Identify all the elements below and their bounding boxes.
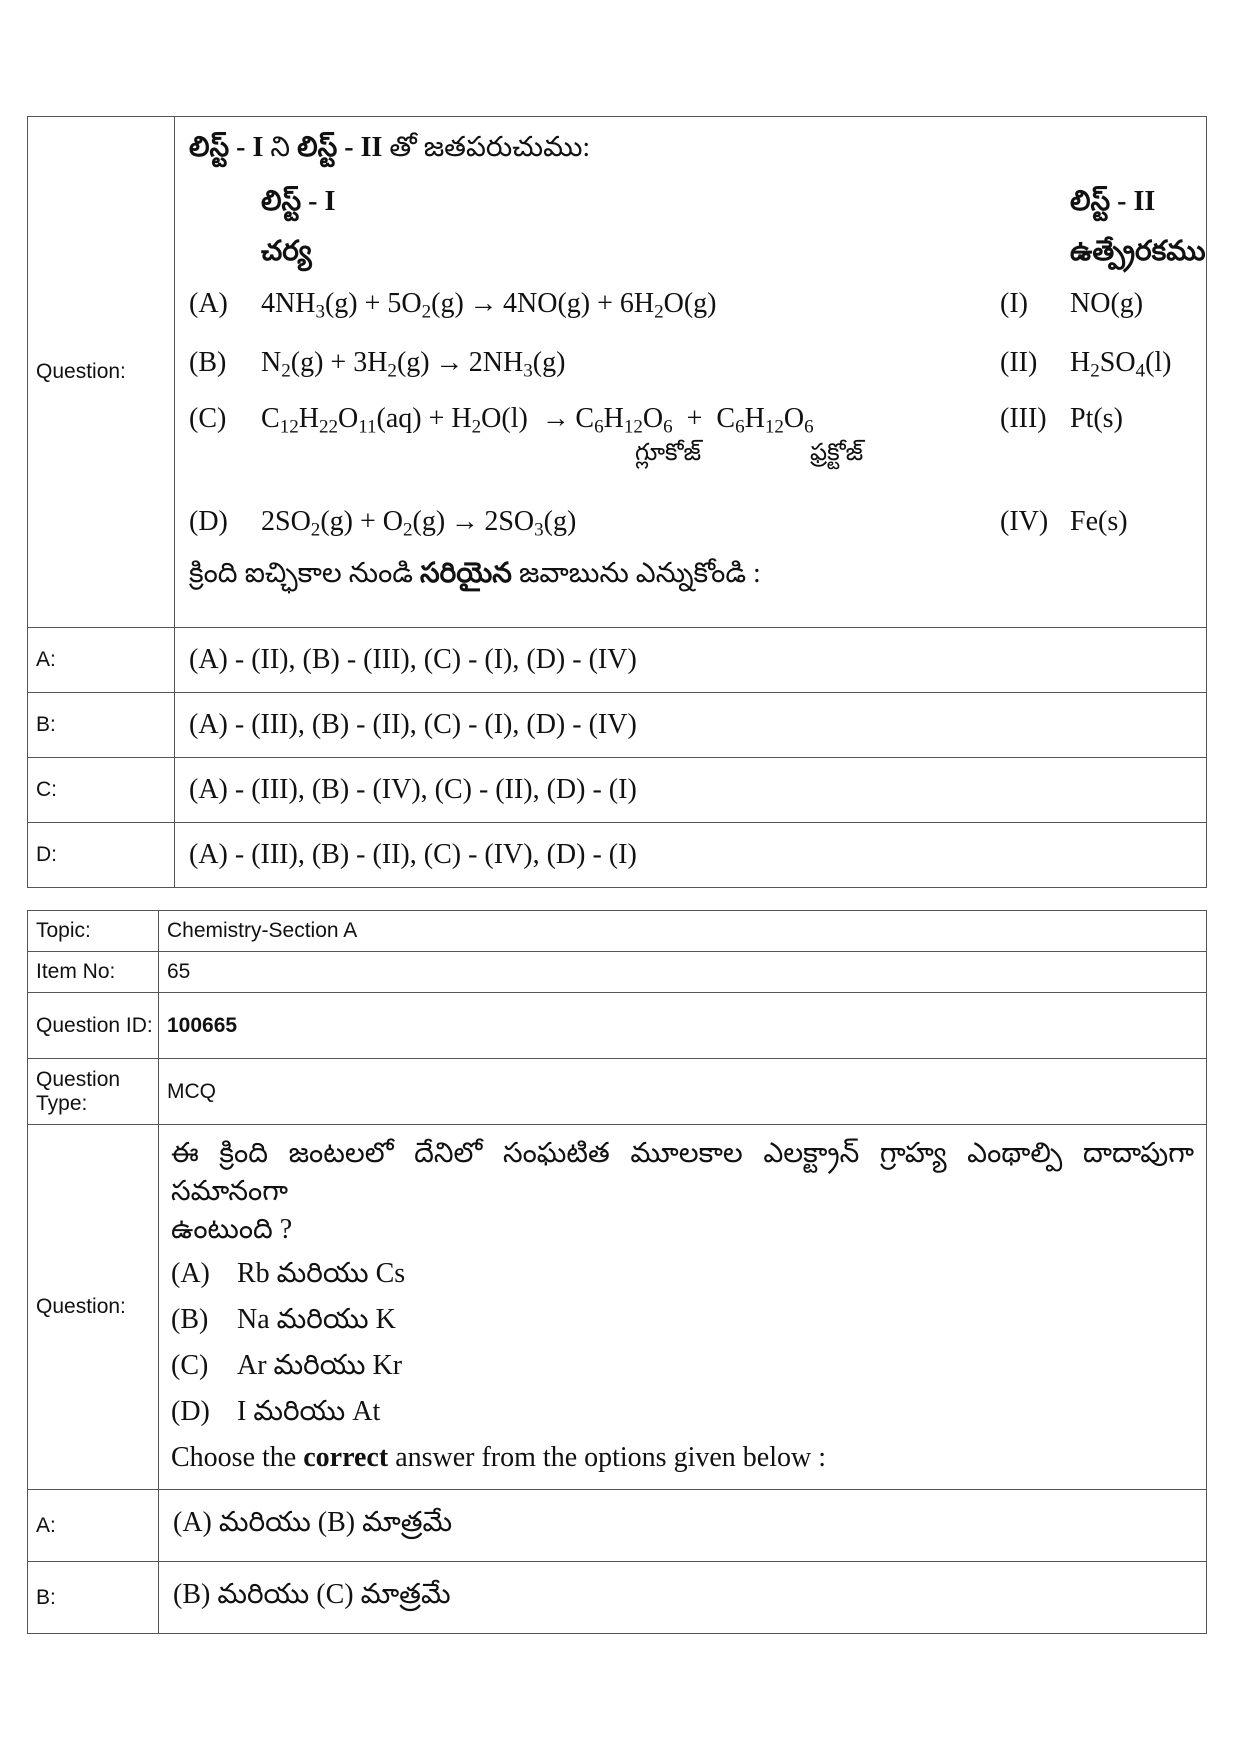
question-label: Question: — [28, 1125, 159, 1490]
option-label: D: — [28, 823, 175, 888]
fructose-label: ఫ్రక్టోజ్ — [810, 439, 864, 466]
question-line-2: ఉంటుంది ? — [171, 1214, 293, 1245]
choice-key: (B) — [171, 1304, 209, 1335]
list2-heading: లిస్ట్ - II — [1070, 185, 1156, 217]
choice-text: Ar మరియు Kr — [237, 1350, 403, 1381]
option-label: A: — [28, 628, 175, 693]
list1-subheading: చర్య — [261, 235, 312, 267]
option-label: B: — [28, 1562, 159, 1634]
option-text: (A) - (III), (B) - (II), (C) - (I), (D) - (IV) — [175, 693, 1207, 758]
glucose-label: గ్లూకోజ్ — [635, 439, 702, 466]
choice-item — [171, 1391, 1194, 1433]
reaction-d: $2SO_2(g) + O_2(g) \to 2SO_3(g)$ — [261, 505, 577, 540]
option-text: (A) మరియు (B) మాత్రమే — [159, 1490, 1207, 1562]
list1-heading: లిస్ట్ - I — [261, 185, 336, 217]
question-65-table — [27, 910, 1207, 1634]
row-d-key: (D) — [189, 505, 228, 537]
instruction-list2: లిస్ట్ - II — [297, 131, 383, 163]
question-64-table — [27, 116, 1207, 888]
choice-item — [171, 1345, 1194, 1387]
answer-instruction — [189, 558, 761, 596]
catalyst-iii: Pt(s) — [1070, 402, 1123, 434]
question-id-label: Question ID: — [28, 993, 159, 1059]
row-b-key: (B) — [189, 346, 227, 378]
option-text: (A) - (III), (B) - (II), (C) - (IV), (D) - (I) — [175, 823, 1207, 888]
option-row[interactable] — [28, 1562, 1207, 1634]
option-row[interactable] — [28, 758, 1207, 823]
reaction-a: $4NH_3(g) + 5O_2(g) \to 4NO(g) + 6H_2O(g)$ — [261, 287, 717, 322]
list2-subheading: ఉత్ప్రేరకము — [1070, 235, 1206, 267]
choice-key: (D) — [171, 1396, 210, 1427]
footer-bold: సరియైన — [420, 557, 512, 589]
topic-value: Chemistry-Section A — [159, 911, 1207, 952]
answer-instruction — [171, 1437, 1194, 1479]
match-instruction — [189, 132, 590, 170]
reaction-c: $C_{12}H_{22}O_{11}(aq) + H_2O(l) \to C_6H_{12}O_6 + C_6H_{12}O_6$ — [261, 402, 814, 437]
choice-item — [171, 1253, 1194, 1295]
reaction-b: $N_2(g) + 3H_2(g) \to 2NH_3(g)$ — [261, 346, 566, 381]
catalyst-ii: $H_2SO_4(l)$ — [1070, 346, 1172, 381]
footer-start: Choose the — [171, 1442, 297, 1473]
catalyst-iv: Fe(s) — [1070, 505, 1128, 537]
choice-text: Rb మరియు Cs — [237, 1258, 406, 1289]
row-c-key: (C) — [189, 402, 227, 434]
item-no-label: Item No: — [28, 952, 159, 993]
option-text: (A) - (II), (B) - (III), (C) - (I), (D) - (IV) — [175, 628, 1207, 693]
footer-end: జవాబును ఎన్నుకోండి : — [518, 557, 761, 589]
question-body — [175, 117, 1207, 628]
row-a-key: (A) — [189, 287, 228, 319]
question-type-label: Question Type: — [28, 1059, 159, 1125]
question-label: Question: — [28, 117, 175, 628]
footer-bold: correct — [303, 1442, 389, 1473]
item-no-value: 65 — [159, 952, 1207, 993]
row-i-num: (I) — [1000, 287, 1028, 319]
option-row[interactable] — [28, 693, 1207, 758]
option-label: C: — [28, 758, 175, 823]
topic-label: Topic: — [28, 911, 159, 952]
choice-text: I మరియు At — [237, 1396, 381, 1427]
question-line-1: ఈ క్రింది జంటలలో దేనిలో సంఘటిత మూలకాల ఎలక్ట్రాన్ గ్రాహ్య ఎంథాల్పి దాదాపుగా సమానంగా — [171, 1138, 1194, 1207]
question-type-value: MCQ — [159, 1059, 1207, 1125]
footer-start: క్రింది ఐచ్ఛికాల నుండి — [189, 557, 414, 589]
option-label: B: — [28, 693, 175, 758]
option-row[interactable] — [28, 1490, 1207, 1562]
option-label: A: — [28, 1490, 159, 1562]
instruction-match: తో జతపరుచుము: — [389, 131, 591, 163]
option-text: (A) - (III), (B) - (IV), (C) - (II), (D) - (I) — [175, 758, 1207, 823]
row-iii-num: (III) — [1000, 402, 1047, 434]
instruction-ni: ని — [270, 131, 291, 163]
catalyst-i: NO(g) — [1070, 287, 1144, 319]
choice-text: Na మరియు K — [237, 1304, 396, 1335]
choice-item — [171, 1299, 1194, 1341]
option-row[interactable] — [28, 628, 1207, 693]
choice-key: (A) — [171, 1258, 210, 1289]
option-text: (B) మరియు (C) మాత్రమే — [159, 1562, 1207, 1634]
option-row[interactable] — [28, 823, 1207, 888]
choice-key: (C) — [171, 1350, 209, 1381]
question-id-value: 100665 — [159, 993, 1207, 1059]
footer-end: answer from the options given below : — [395, 1442, 826, 1473]
question-body — [159, 1125, 1207, 1490]
instruction-list1: లిస్ట్ - I — [189, 131, 264, 163]
row-iv-num: (IV) — [1000, 505, 1049, 537]
row-ii-num: (II) — [1000, 346, 1038, 378]
